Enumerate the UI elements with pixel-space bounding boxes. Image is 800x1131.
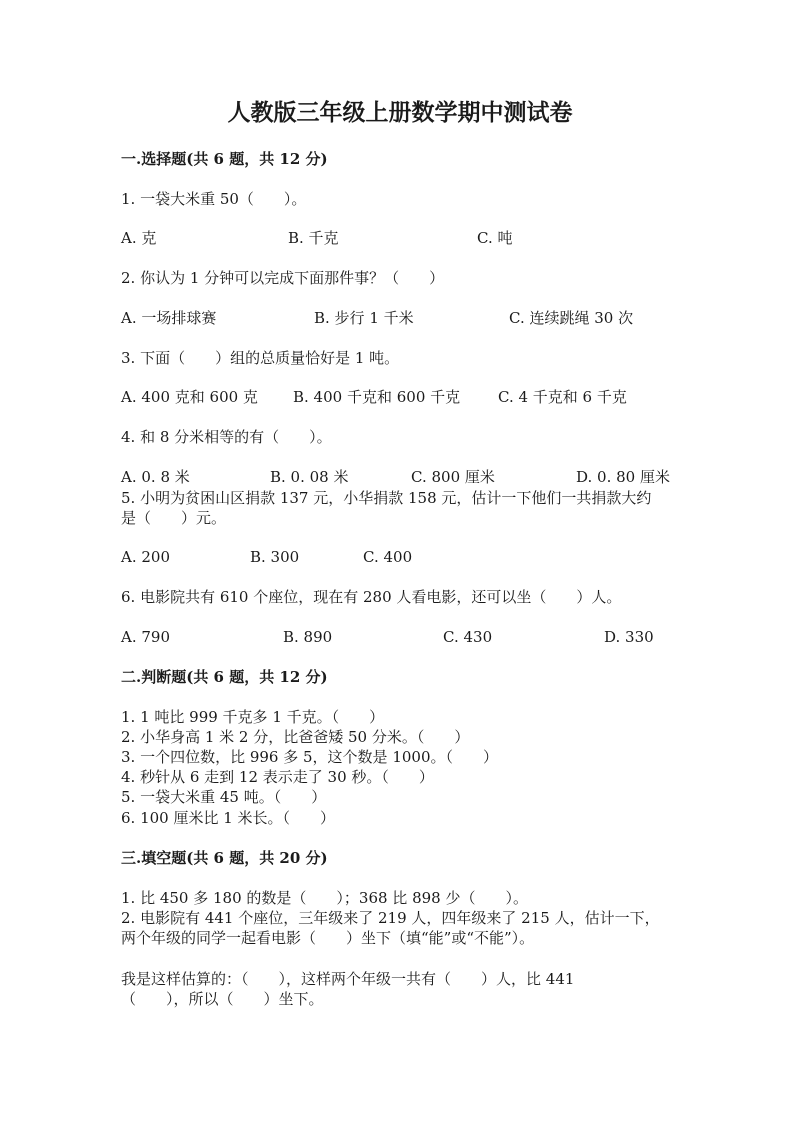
option-b: B. 0. 08 米 [270, 468, 349, 486]
judgment-item: 1. 1 吨比 999 千克多 1 千克。（ ） [121, 708, 385, 726]
option-b: B. 300 [250, 548, 300, 566]
page-title: 人教版三年级上册数学期中测试卷 [227, 99, 573, 126]
option-a: A. 一场排球赛 [121, 309, 217, 327]
section-heading-judgment: 二.判断题(共 6 题，共 12 分) [121, 668, 328, 686]
option-a: A. 克 [121, 229, 157, 247]
option-a: A. 200 [121, 548, 170, 566]
question-stem: 6. 电影院共有 610 个座位，现在有 280 人看电影，还可以坐（ ）人。 [121, 588, 622, 606]
question-stem-line2: 是（ ）元。 [121, 509, 227, 527]
section-heading-choice: 一.选择题(共 6 题，共 12 分) [121, 150, 328, 168]
fill-line: 两个年级的同学一起看电影（ ）坐下（填“能”或“不能”）。 [121, 929, 535, 947]
option-a: A. 400 克和 600 克 [121, 388, 258, 406]
option-c: C. 4 千克和 6 千克 [498, 388, 627, 406]
fill-line: 我是这样估算的：（ ），这样两个年级一共有（ ）人，比 441 [121, 970, 575, 988]
option-d: D. 0. 80 厘米 [576, 468, 670, 486]
option-c: C. 430 [443, 628, 493, 646]
fill-line: （ ），所以（ ）坐下。 [121, 990, 324, 1008]
question-stem: 4. 和 8 分米相等的有（ ）。 [121, 428, 332, 446]
option-a: A. 790 [121, 628, 170, 646]
question-stem: 2. 你认为 1 分钟可以完成下面那件事？（ ） [121, 269, 445, 287]
judgment-item: 2. 小华身高 1 米 2 分，比爸爸矮 50 分米。（ ） [121, 728, 470, 746]
option-b: B. 千克 [288, 229, 339, 247]
judgment-item: 6. 100 厘米比 1 米长。（ ） [121, 809, 336, 827]
option-b: B. 步行 1 千米 [314, 309, 414, 327]
question-stem: 1. 一袋大米重 50（ ）。 [121, 190, 307, 208]
question-stem: 3. 下面（ ）组的总质量恰好是 1 吨。 [121, 349, 400, 367]
fill-line: 2. 电影院有 441 个座位，三年级来了 219 人，四年级来了 215 人，估计一下， [121, 909, 660, 927]
option-a: A. 0. 8 米 [121, 468, 190, 486]
option-b: B. 890 [283, 628, 333, 646]
option-c: C. 连续跳绳 30 次 [509, 309, 634, 327]
judgment-item: 5. 一袋大米重 45 吨。（ ） [121, 788, 327, 806]
option-c: C. 800 厘米 [411, 468, 495, 486]
option-c: C. 吨 [477, 229, 513, 247]
option-b: B. 400 千克和 600 千克 [293, 388, 461, 406]
option-d: D. 330 [604, 628, 654, 646]
option-c: C. 400 [363, 548, 413, 566]
fill-line: 1. 比 450 多 180 的数是（ ）；368 比 898 少（ ）。 [121, 889, 528, 907]
judgment-item: 3. 一个四位数，比 996 多 5，这个数是 1000。（ ） [121, 748, 499, 766]
section-heading-fill: 三.填空题(共 6 题，共 20 分) [121, 849, 328, 867]
question-stem-line1: 5. 小明为贫困山区捐款 137 元，小华捐款 158 元，估计一下他们一共捐款大约 [121, 489, 652, 507]
judgment-item: 4. 秒针从 6 走到 12 表示走了 30 秒。（ ） [121, 768, 434, 786]
